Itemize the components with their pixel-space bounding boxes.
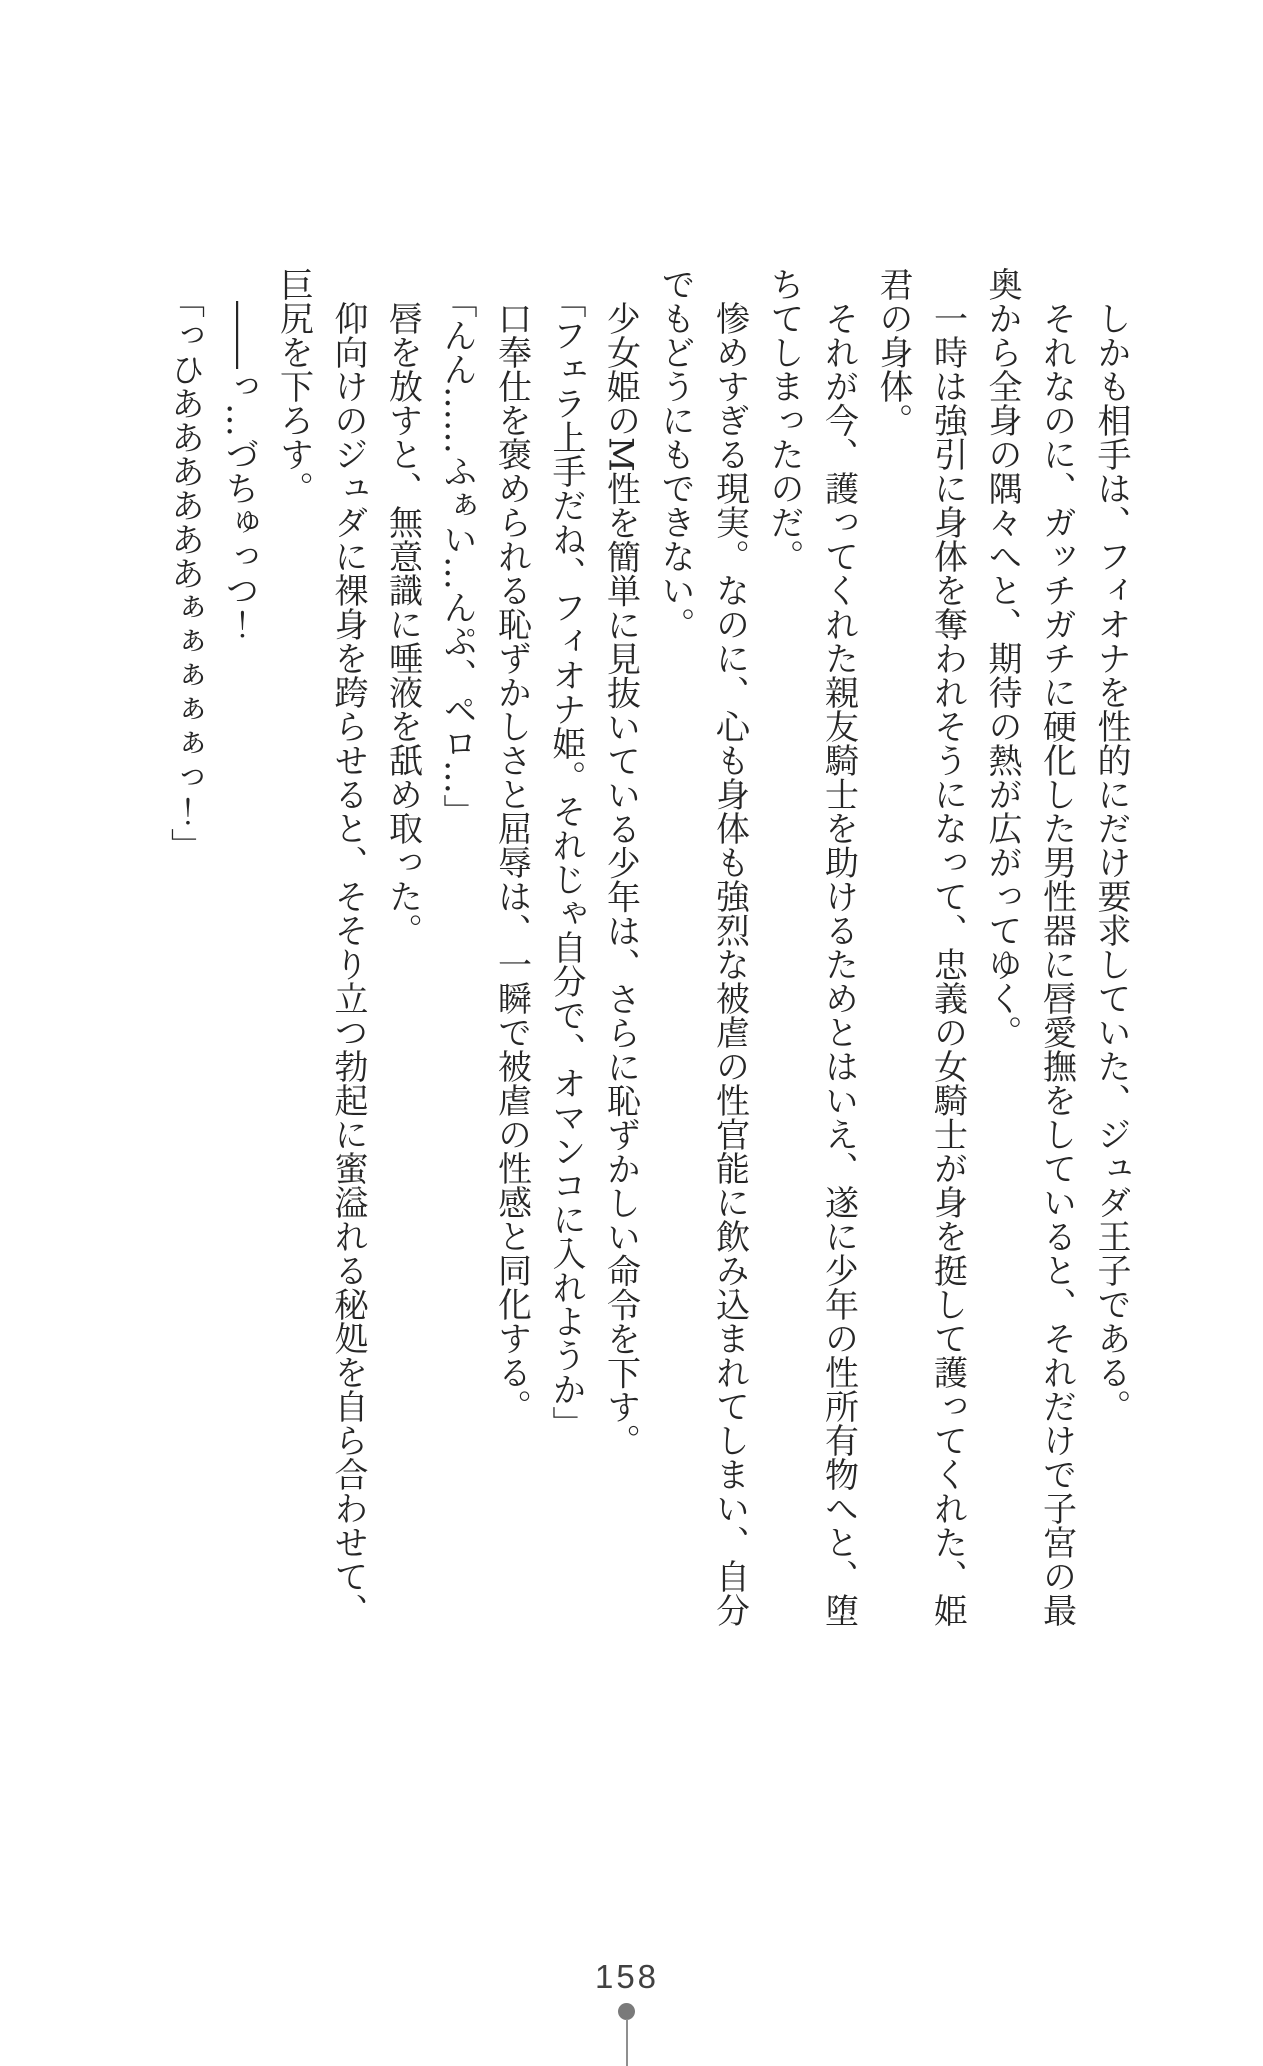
text-line: ちてしまったのだ。 xyxy=(764,267,804,573)
text-line: 君の身体。 xyxy=(873,267,913,437)
text-line: 口奉仕を褒められる恥ずかしさと屈辱は、一瞬で被虐の性感と同化する。 xyxy=(491,301,532,1423)
text-line-dialogue: 「っひああああああぁぁぁぁぁっ！」 xyxy=(164,284,205,862)
page-footer xyxy=(527,1958,727,1996)
text-line: 仰向けのジュダに裸身を跨らせると、そそり立つ勃起に蜜溢れる秘処を自ら合わせて、 xyxy=(328,301,368,1627)
text-line-sfx: ――っ…づちゅっつ！ xyxy=(219,301,259,641)
text-line: でもどうにもできない。 xyxy=(655,267,695,641)
text-line: それなのに、ガッチガチに硬化した男性器に唇愛撫をしていると、それだけで子宮の最 xyxy=(1036,301,1077,1627)
text-line-dialogue: 「んん……ふぁい…んぷ、ペロ…」 xyxy=(437,284,477,828)
text-line: しかも相手は、フィオナを性的にだけ要求していた、ジュダ王子である。 xyxy=(1091,301,1131,1423)
footer-rule-ornament xyxy=(626,2019,628,2066)
text-line: 巨尻を下ろす。 xyxy=(273,267,314,505)
text-line: 少女姫のM性を簡単に見抜いている少年は、さらに恥ずかしい命令を下す。 xyxy=(600,301,641,1458)
footer-dot-ornament xyxy=(618,2003,635,2020)
text-line: 一時は強引に身体を奪われそうになって、忠義の女騎士が身を挺して護ってくれた、姫 xyxy=(927,301,968,1627)
text-line: それが今、護ってくれた親友騎士を助けるためとはいえ、遂に少年の性所有物へと、堕 xyxy=(818,301,859,1627)
text-line: 唇を放すと、無意識に唾液を舐め取った。 xyxy=(382,301,423,947)
text-line: 奥から全身の隅々へと、期待の熱が広がってゆく。 xyxy=(982,267,1022,1049)
page-text-block xyxy=(157,267,1138,1639)
text-line-dialogue: 「フェラ上手だね、フィオナ姫。それじゃ自分で、オマンコに入れようか」 xyxy=(546,284,586,1440)
page-number: 158 xyxy=(594,1958,660,1995)
text-line: 惨めすぎる現実。なのに、心も身体も強烈な被虐の性官能に飲み込まれてしまい、自分 xyxy=(709,301,750,1627)
